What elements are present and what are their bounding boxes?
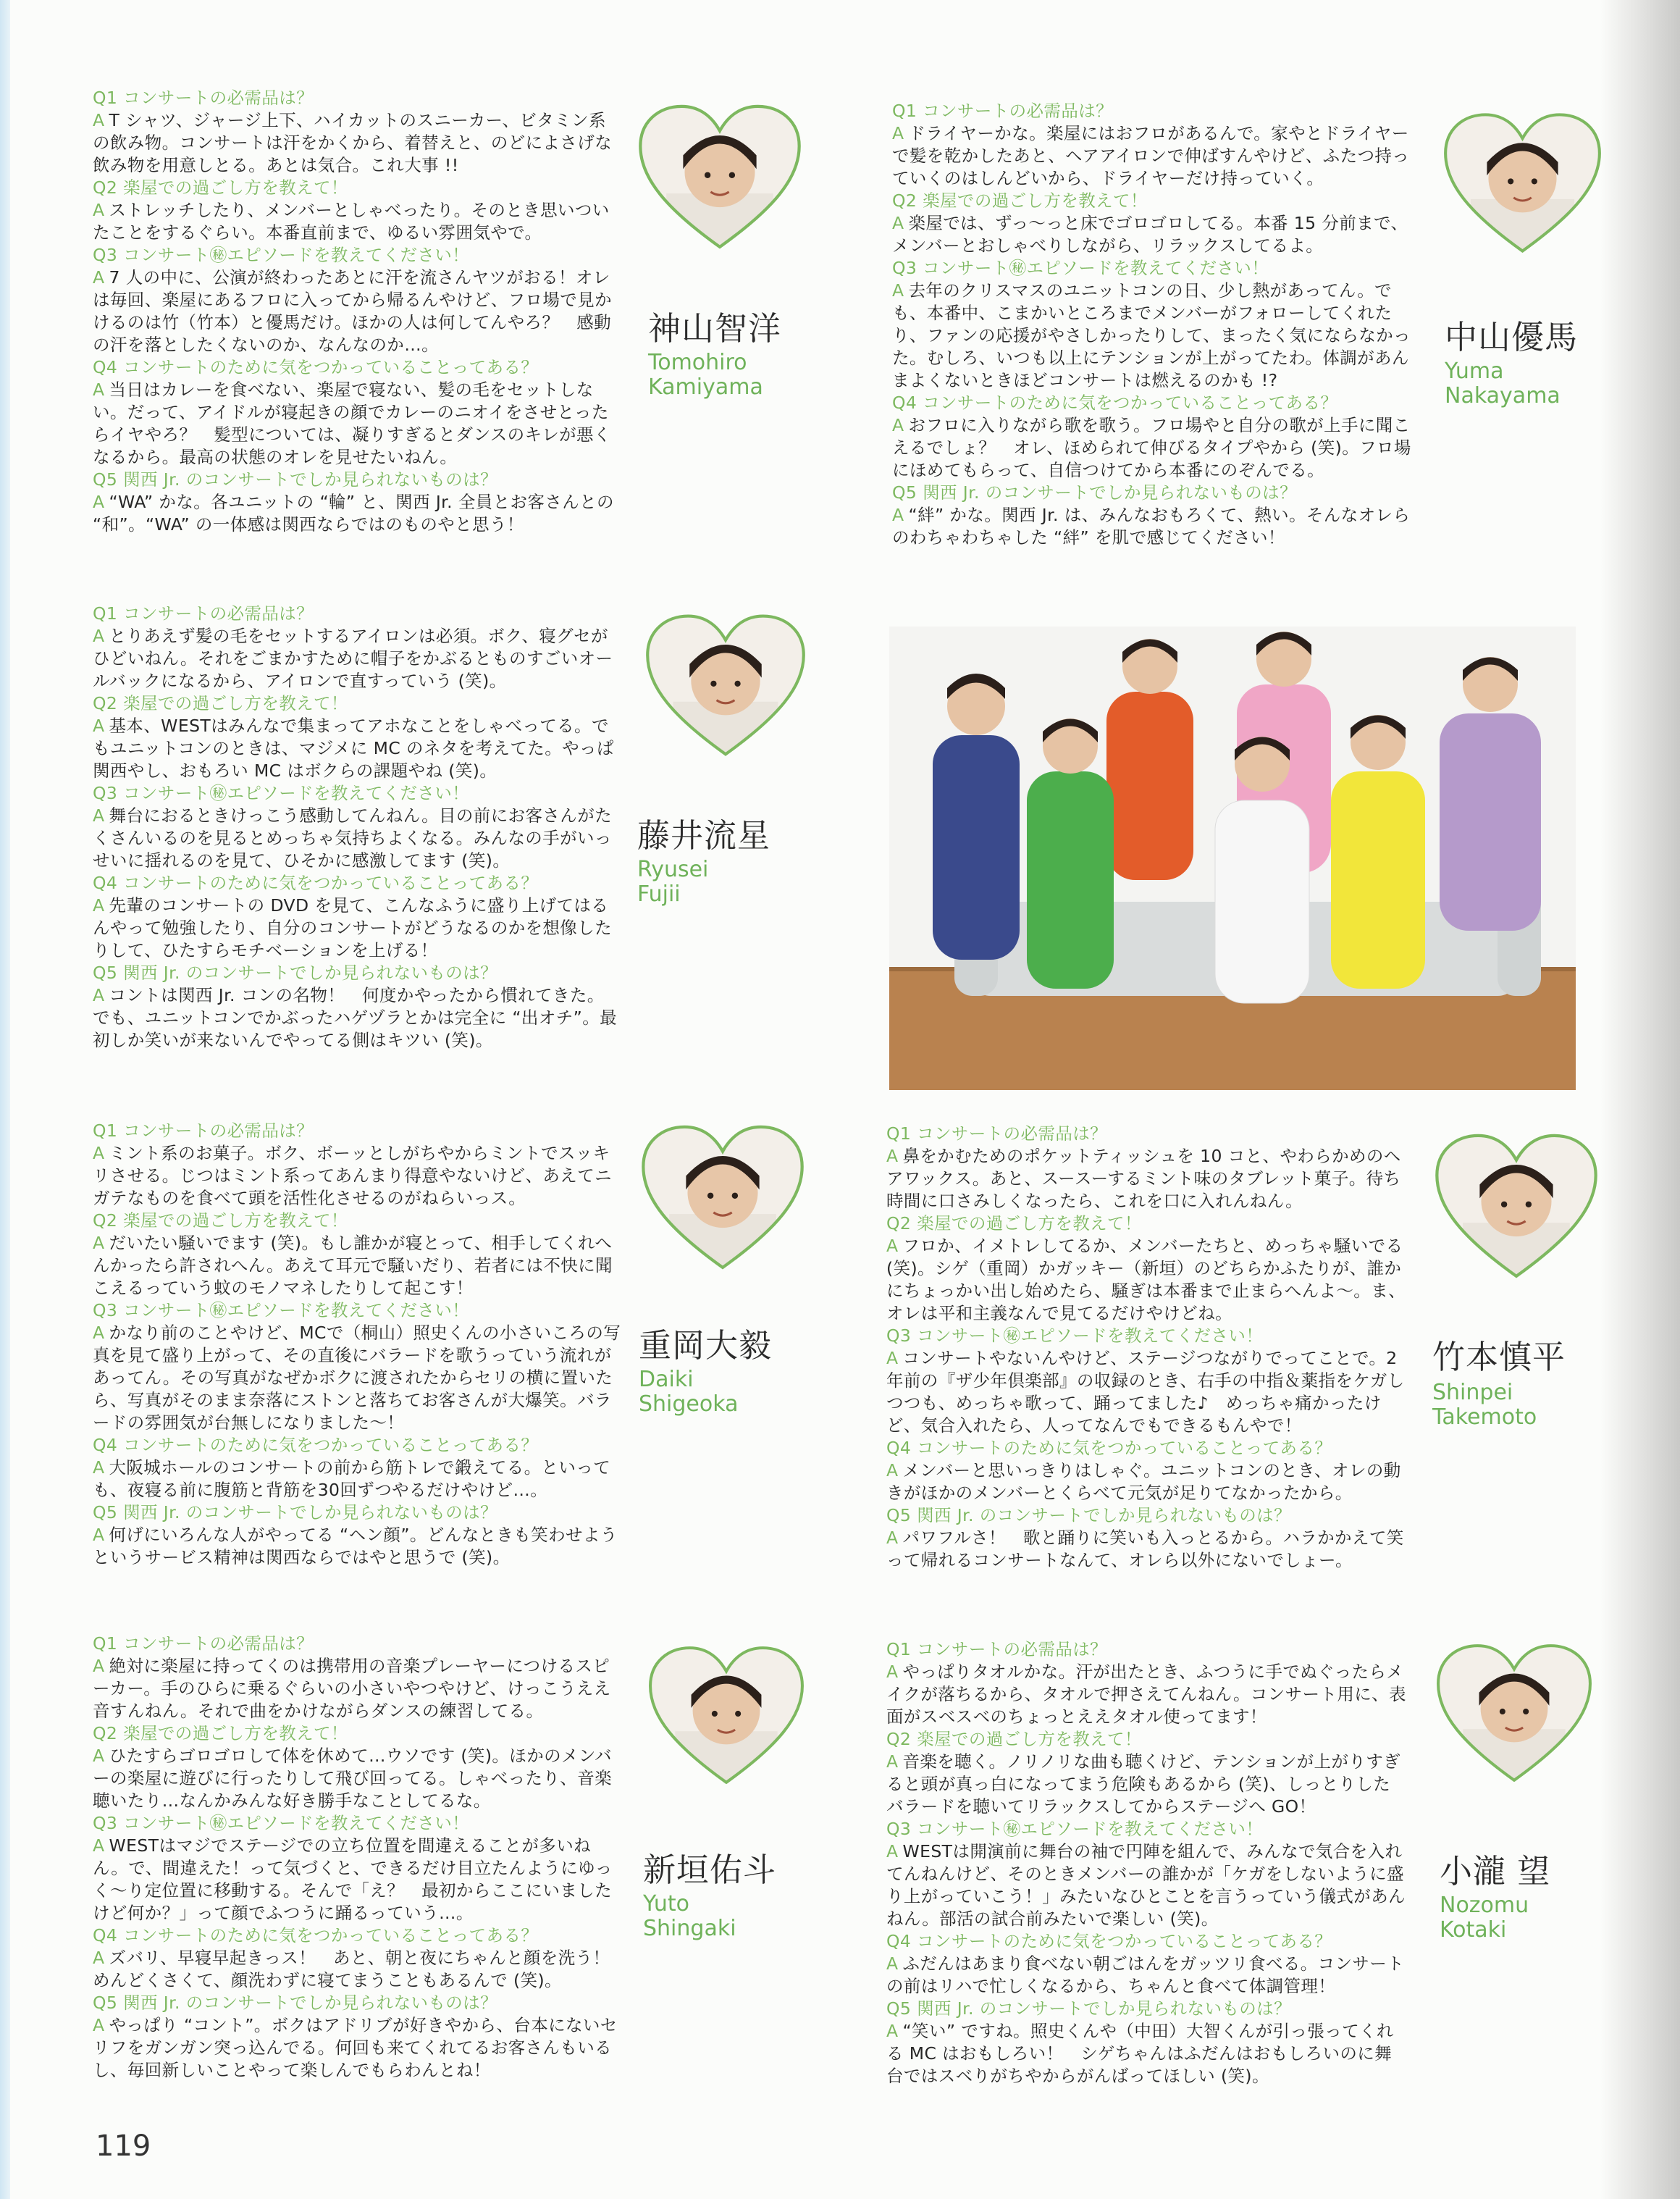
member-name-en-shingaki <box>643 1892 736 1941</box>
answer-mark: A <box>93 1457 105 1478</box>
answer-text: やっぱり “コント”。ボクはアドリブが好きやから、台本にないセリフをガンガン突っ込んでる。何回も来てくれてるお客さんもいるし、毎回新しいことやって楽しんでもらわんとね！ <box>93 2015 618 2080</box>
answer-text: “WA” かな。各ユニットの “輪” と、関西 Jr. 全員とお客さんとの “和”。“WA” の一体感は関西ならではのものやと思う！ <box>93 492 614 535</box>
question-5: Q5 関西 Jr. のコンサートでしか見られないものは？ <box>93 1502 497 1522</box>
question-2: Q2 楽屋での過ごし方を教えて！ <box>892 190 1148 211</box>
answer-2 <box>886 1235 1408 1325</box>
answer-text: 去年のクリスマスのユニットコンの日、少し熱があってん。でも、本番中、こまかいところまでメンバーがフォローしてくれたり、ファンの応援がやさしかったりして、まったく気にならなかった。むしろ、いつも以上にテンションが上がってたわ。体調があんまよくないときほどコンサートは燃えるのかも !? <box>892 280 1411 390</box>
answer-text: ストレッチしたり、メンバーとしゃべったり。そのとき思いついたことをするぐらい。本番直前まで、ゆるい雰囲気やで。 <box>93 200 610 243</box>
answer-3 <box>886 1347 1408 1437</box>
qa-block-shigeoka <box>93 1120 621 1569</box>
answer-mark: A <box>886 1841 899 1861</box>
question-3: Q3 コンサート㊙エピソードを教えてください！ <box>93 1300 470 1320</box>
answer-mark: A <box>886 1662 899 1682</box>
question-4: Q4 コンサートのために気をつかっていることってある？ <box>93 1925 539 1945</box>
answer-text: パワフルさ！ 歌と踊りに笑いも入っとるから。ハラかかえて笑って帰れるコンサートなんて、オレら以外にないでしょー。 <box>886 1528 1404 1570</box>
answer-mark: A <box>93 985 105 1005</box>
question-3: Q3 コンサート㊙エピソードを教えてください！ <box>93 783 470 803</box>
answer-text: ミント系のお菓子。ボク、ボーッとしがちやからミントでスッキリさせる。じつはミント系ってあんまり得意やないけど、あえてニガテなものを食べて頭を活性化させるのがねらいっス。 <box>93 1143 612 1208</box>
answer-1 <box>93 625 621 692</box>
answer-mark: A <box>93 1525 105 1545</box>
question-3: Q3 コンサート㊙エピソードを教えてください！ <box>93 245 470 265</box>
answer-text: メンバーと思いっきりはしゃぐ。ユニットコンのとき、オレの動きがほかのメンバーとくらべて元気が足りてなかったから。 <box>886 1460 1401 1503</box>
answer-4 <box>93 1947 628 1992</box>
answer-1 <box>93 1655 621 1722</box>
heart-portrait-kamiyama <box>636 101 804 255</box>
answer-3 <box>886 1840 1408 1930</box>
question-4: Q4 コンサートのために気をつかっていることってある？ <box>892 393 1338 413</box>
question-4: Q4 コンサートのために気をつかっていることってある？ <box>93 1435 539 1455</box>
question-1: Q1 コンサートの必需品は？ <box>93 88 314 108</box>
question-2: Q2 楽屋での過ごし方を教えて！ <box>886 1213 1142 1233</box>
member-last-name: Shingaki <box>643 1916 736 1941</box>
answer-2 <box>93 199 621 244</box>
answer-2 <box>892 212 1414 257</box>
question-1: Q1 コンサートの必需品は？ <box>892 101 1114 121</box>
member-first-name: Ryusei <box>637 857 709 882</box>
answer-text: 大阪城ホールのコンサートの前から筋トレで鍛えてる。といっても、夜寝る前に腹筋と背筋を30回ずつやるだけやけど…。 <box>93 1457 611 1500</box>
answer-mark: A <box>93 380 105 400</box>
member-name-ja-shigeoka: 重岡大毅 <box>639 1326 773 1365</box>
page-number: 119 <box>96 2129 151 2163</box>
question-3: Q3 コンサート㊙エピソードを教えてください！ <box>886 1325 1264 1346</box>
answer-5 <box>892 504 1414 549</box>
heart-portrait-shigeoka <box>639 1121 807 1276</box>
answer-text: 7 人の中に、公演が終わったあとに汗を流さんヤツがおる！オレは毎回、楽屋にあるフロに入ってから帰るんやけど、フロ場で見かけるのは竹（竹本）と優馬だけ。ほかの人は何してんやろ？ 感動の汗を落としたくないのか、なんなのか…。 <box>93 267 612 355</box>
answer-mark: A <box>93 1835 105 1856</box>
answer-text: 基本、WESTはみんなで集まってアホなことをしゃべってる。でもユニットコンのときは、マジメに MC のネタを考えてた。やっぱ関西やし、おもろい MC はボクらの課題やね (笑)。 <box>93 716 614 781</box>
question-2: Q2 楽屋での過ごし方を教えて！ <box>93 1723 348 1743</box>
answer-text: WESTは開演前に舞台の袖で円陣を組んで、みんなで気合を入れてんねんけど、そのときメンバーの誰かが「ケガをしないように盛り上がっていこう！」みたいなひとことを言うっていう儀式があんねん。部活の試合前みたいで楽しい (笑)。 <box>886 1841 1406 1929</box>
qa-block-nakayama <box>892 100 1414 549</box>
answer-5 <box>886 2020 1408 2087</box>
heart-portrait-kotaki <box>1434 1638 1595 1790</box>
member-name-ja-kamiyama: 神山智洋 <box>648 309 782 348</box>
answer-2 <box>93 1232 621 1299</box>
answer-4 <box>886 1459 1408 1504</box>
member-name-ja-kotaki: 小瀧 望 <box>1440 1852 1551 1890</box>
answer-text: 何げにいろんな人がやってる “ヘン顔”。どんなときも笑わせようというサービス精神は関西ならではやと思うで (笑)。 <box>93 1525 618 1567</box>
answer-4 <box>93 895 621 962</box>
member-first-name: Daiki <box>639 1367 694 1392</box>
question-3: Q3 コンサート㊙エピソードを教えてください！ <box>886 1819 1264 1839</box>
member-name-ja-nakayama: 中山優馬 <box>1445 318 1579 356</box>
member-last-name: Shigeoka <box>639 1391 739 1417</box>
answer-mark: A <box>886 1953 899 1974</box>
answer-5 <box>886 1527 1408 1572</box>
answer-mark: A <box>93 1323 105 1343</box>
answer-1 <box>93 1142 621 1210</box>
question-4: Q4 コンサートのために気をつかっていることってある？ <box>93 357 539 377</box>
question-2: Q2 楽屋での過ごし方を教えて！ <box>93 693 348 713</box>
answer-text: やっぱりタオルかな。汗が出たとき、ふつうに手でぬぐったらメイクが落ちるから、タオルで押さえてんねん。コンサート用に、表面がスベスベのちょっとええタオル使ってます！ <box>886 1662 1406 1727</box>
question-3: Q3 コンサート㊙エピソードを教えてください！ <box>892 258 1269 278</box>
answer-4 <box>93 1457 621 1501</box>
member-first-name: Shinpei <box>1432 1380 1513 1405</box>
answer-text: ドライヤーかな。楽屋にはおフロがあるんで。家やとドライヤーで髪を乾かしたあと、ヘアアイロンで伸ばすんやけど、ふたつ持っていくのはしんどいから、ドライヤーだけ持っていく。 <box>892 123 1410 188</box>
answer-3 <box>93 1322 621 1434</box>
answer-mark: A <box>93 895 105 916</box>
answer-mark: A <box>93 1143 105 1163</box>
answer-mark: A <box>892 280 904 301</box>
question-3: Q3 コンサート㊙エピソードを教えてください！ <box>93 1813 470 1833</box>
answer-text: 絶対に楽屋に持ってくのは携帯用の音楽プレーヤーにつけるスピーカー。手のひらに乗るぐらいの小さいやつやけど、けっこうええ音すんねん。それで曲をかけながらダンスの練習してる。 <box>93 1656 611 1721</box>
question-4: Q4 コンサートのために気をつかっていることってある？ <box>93 873 539 893</box>
answer-mark: A <box>93 626 105 646</box>
answer-mark: A <box>892 213 904 233</box>
question-1: Q1 コンサートの必需品は？ <box>93 1121 314 1141</box>
answer-3 <box>93 267 621 356</box>
answer-mark: A <box>93 267 105 288</box>
heart-portrait-takemoto <box>1432 1130 1600 1285</box>
answer-text: コントは関西 Jr. コンの名物！ 何度かやったから慣れてきた。でも、ユニットコンでかぶったハゲヅラとかは完全に “出オチ”。最初しか笑いが来ないんでやってる側はキツい (笑)。 <box>93 985 618 1050</box>
question-1: Q1 コンサートの必需品は？ <box>886 1123 1108 1144</box>
page-binding-shadow <box>1600 0 1680 2199</box>
answer-text: コンサートやないんやけど、ステージつながりでってことで。2 年前の『ザ少年倶楽部』の収録のとき、右手の中指＆薬指をケガしつつも、めっちゃ歌って、踊ってました♪ めっちゃ痛かったけど、気合入れたら、人ってなんでもできるもんやで！ <box>886 1348 1405 1436</box>
question-5: Q5 関西 Jr. のコンサートでしか見られないものは？ <box>886 1998 1291 2019</box>
group-photo <box>889 627 1576 1090</box>
heart-portrait-nakayama <box>1441 110 1604 259</box>
answer-text: かなり前のことやけど、MCで（桐山）照史くんの小さいころの写真を見て盛り上がって、その直後にバラードを歌うっていう流れがあってん。その写真がなぜかボクに渡されたからセリの横に置いたら、写真がそのまま奈落にストンと落ちてお客さんが大爆笑。バラードの雰囲気が台無しになりました〜！ <box>93 1323 621 1433</box>
answer-text: 鼻をかむためのポケットティッシュを 10 コと、やわらかめのヘアワックス。あと、スースーするミント味のタブレット菓子。待ち時間に口さみしくなったら、これを口に入れんねん。 <box>886 1146 1401 1211</box>
answer-text: “絆” かな。関西 Jr. は、みんなおもろくて、熱い。そんなオレらのわちゃわちゃした “絆” を肌で感じてください！ <box>892 505 1411 548</box>
answer-text: T シャツ、ジャージ上下、ハイカットのスニーカー、ビタミン系の飲み物。コンサートは汗をかくから、着替えと、のどによさげな飲み物を用意しとる。あとは気合。これ大事 !! <box>93 110 612 175</box>
answer-text: だいたい騒いでます (笑)。もし誰かが寝とって、相手してくれへんかったら許されへん。あえて耳元で騒いだり、若者には不快に聞こえるっていう蚊のモノマネしたりして起こす！ <box>93 1233 613 1298</box>
member-name-en-shigeoka <box>639 1367 738 1417</box>
answer-mark: A <box>886 1751 899 1772</box>
answer-5 <box>93 984 621 1052</box>
question-4: Q4 コンサートのために気をつかっていることってある？ <box>886 1438 1332 1458</box>
question-1: Q1 コンサートの必需品は？ <box>93 603 314 624</box>
answer-4 <box>886 1953 1408 1998</box>
answer-mark: A <box>93 200 105 220</box>
answer-text: 当日はカレーを食べない、楽屋で寝ない、髪の毛をセットしない。だって、アイドルが寝起きの顔でカレーのニオイをさせとったらイヤやろ？ 髪型については、凝りすぎるとダンスのキレが悪くなるから。最高の状態のオレを見せたいねん。 <box>93 380 611 467</box>
answer-1 <box>886 1661 1408 1728</box>
answer-text: WESTはマジでステージでの立ち位置を間違えることが多いねん。で、間違えた！って気づくと、できるだけ目立たんようにゆっく〜り定位置に移動する。そんで「え？ 最初からここにいましたけど何か？」って顔でふつうに踊るっていう…。 <box>93 1835 613 1923</box>
answer-mark: A <box>892 505 904 525</box>
question-5: Q5 関西 Jr. のコンサートでしか見られないものは？ <box>93 1993 497 2013</box>
member-name-ja-takemoto: 竹本慎平 <box>1432 1338 1566 1376</box>
answer-mark: A <box>93 716 105 736</box>
answer-3 <box>93 805 621 872</box>
answer-mark: A <box>886 2021 899 2041</box>
answer-text: 音楽を聴く。ノリノリな曲も聴くけど、テンションが上がりすぎると頭が真っ白になってまう危険もあるから (笑)、しっとりしたバラードを聴いてリラックスしてからステージへ GO！ <box>886 1751 1401 1817</box>
question-5: Q5 関西 Jr. のコンサートでしか見られないものは？ <box>93 469 497 490</box>
question-1: Q1 コンサートの必需品は？ <box>93 1633 314 1654</box>
answer-text: “笑い” ですね。照史くんや（中田）大智くんが引っ張ってくれる MC はおもしろい！ シゲちゃんはふだんはおもしろいのに舞台ではスベりがちやからがんばってほしい (笑)。 <box>886 2021 1394 2086</box>
answer-3 <box>93 1835 621 1924</box>
question-4: Q4 コンサートのために気をつかっていることってある？ <box>886 1931 1332 1951</box>
answer-4 <box>93 379 621 469</box>
question-1: Q1 コンサートの必需品は？ <box>886 1639 1108 1659</box>
member-first-name: Tomohiro <box>648 350 747 375</box>
question-2: Q2 楽屋での過ごし方を教えて！ <box>886 1729 1142 1749</box>
answer-2 <box>93 715 621 782</box>
answer-1 <box>93 109 621 177</box>
member-last-name: Nakayama <box>1445 383 1561 409</box>
member-name-en-nakayama <box>1445 359 1561 409</box>
answer-2 <box>93 1745 621 1812</box>
member-last-name: Fujii <box>637 881 681 907</box>
member-name-en-takemoto <box>1432 1381 1537 1430</box>
answer-mark: A <box>93 110 105 130</box>
qa-block-takemoto <box>886 1123 1408 1572</box>
answer-text: ズバリ、早寝早起きっス！ あと、朝と夜にちゃんと顔を洗う！ めんどくさくて、顔洗わずに寝てまうこともあるんで (笑)。 <box>93 1948 628 1990</box>
member-name-en-kotaki <box>1440 1893 1529 1943</box>
answer-1 <box>886 1145 1408 1212</box>
answer-mark: A <box>886 1348 899 1368</box>
answer-mark: A <box>892 123 904 143</box>
answer-mark: A <box>886 1528 899 1548</box>
member-name-en-kamiyama <box>648 351 763 400</box>
answer-mark: A <box>93 492 105 512</box>
answer-text: ふだんはあまり食べない朝ごはんをガッツリ食べる。コンサートの前はリハで忙しくなるから、ちゃんと食べて体調管理！ <box>886 1953 1405 1996</box>
qa-block-fujii <box>93 603 621 1052</box>
answer-5 <box>93 491 621 536</box>
member-name-en-fujii <box>637 858 708 907</box>
answer-mark: A <box>886 1146 899 1166</box>
question-5: Q5 関西 Jr. のコンサートでしか見られないものは？ <box>886 1505 1291 1525</box>
answer-text: とりあえず髪の毛をセットするアイロンは必須。ボク、寝グセがひどいねん。それをごまかすために帽子をかぶるとものすごいオールバックになるから、アイロンで直すっていう (笑)。 <box>93 626 613 691</box>
answer-text: フロか、イメトレしてるか、メンバーたちと、めっちゃ騒いでる (笑)。シゲ（重岡）かガッキー（新垣）のどちらかふたりが、誰かにちょっかい出し始めたら、騒ぎは本番まで止まらへんよ〜。ま、オレは平和主義なんで見てるだけやけどね。 <box>886 1236 1406 1323</box>
heart-portrait-fujii <box>643 610 808 763</box>
answer-text: 舞台におるときけっこう感動してんねん。目の前にお客さんがたくさんいるのを見るとめっちゃ気持ちよくなる。みんなの手がいっせいに揺れるのを見て、ひそかに感激してます (笑)。 <box>93 805 612 871</box>
answer-mark: A <box>93 1948 105 1968</box>
answer-text: おフロに入りながら歌を歌う。フロ場やと自分の歌が上手に聞こえるでしょ？ オレ、ほめられて伸びるタイプやから (笑)。フロ場にほめてもらって、自信つけてから本番にのぞんでる。 <box>892 415 1411 480</box>
member-first-name: Nozomu <box>1440 1893 1529 1918</box>
member-last-name: Takemoto <box>1432 1404 1537 1430</box>
answer-mark: A <box>93 1233 105 1253</box>
question-2: Q2 楽屋での過ごし方を教えて！ <box>93 1210 348 1231</box>
answer-2 <box>886 1751 1408 1818</box>
question-2: Q2 楽屋での過ごし方を教えて！ <box>93 177 348 198</box>
answer-mark: A <box>93 1656 105 1676</box>
member-name-ja-shingaki: 新垣佑斗 <box>643 1851 777 1889</box>
answer-mark: A <box>93 1746 105 1766</box>
answer-5 <box>93 2014 621 2082</box>
member-first-name: Yuto <box>643 1891 690 1917</box>
answer-mark: A <box>886 1460 899 1480</box>
answer-text: 先輩のコンサートの DVD を見て、こんなふうに盛り上げてはるんやって勉強したり、自分のコンサートがどうなるのかを想像したりして、ひたすらモチベーションを上げる！ <box>93 895 612 960</box>
member-last-name: Kotaki <box>1440 1917 1507 1943</box>
member-first-name: Yuma <box>1445 359 1504 384</box>
question-5: Q5 関西 Jr. のコンサートでしか見られないものは？ <box>93 963 497 983</box>
answer-text: 楽屋では、ずっ〜っと床でゴロゴロしてる。本番 15 分前まで、メンバーとおしゃべりしながら、リラックスしてるよ。 <box>892 213 1408 256</box>
answer-5 <box>93 1524 621 1569</box>
left-page-edge <box>0 0 10 2199</box>
answer-4 <box>892 414 1414 482</box>
answer-1 <box>892 122 1414 190</box>
member-last-name: Kamiyama <box>648 374 763 400</box>
answer-mark: A <box>886 1236 899 1256</box>
qa-block-kotaki <box>886 1638 1408 2087</box>
qa-block-kamiyama <box>93 87 621 536</box>
qa-block-shingaki <box>93 1633 628 2082</box>
answer-text: ひたすらゴロゴロして体を休めて…ウソです (笑)。ほかのメンバーの楽屋に遊びに行ったりして飛び回ってる。しゃべったり、音楽聴いたり…なんかみんな好き勝手なことしてるな。 <box>93 1746 613 1811</box>
answer-mark: A <box>93 2015 105 2035</box>
answer-3 <box>892 280 1414 392</box>
member-name-ja-fujii: 藤井流星 <box>637 816 771 855</box>
answer-mark: A <box>892 415 904 435</box>
heart-portrait-shingaki <box>646 1637 807 1796</box>
answer-mark: A <box>93 805 105 826</box>
question-5: Q5 関西 Jr. のコンサートでしか見られないものは？ <box>892 482 1297 503</box>
